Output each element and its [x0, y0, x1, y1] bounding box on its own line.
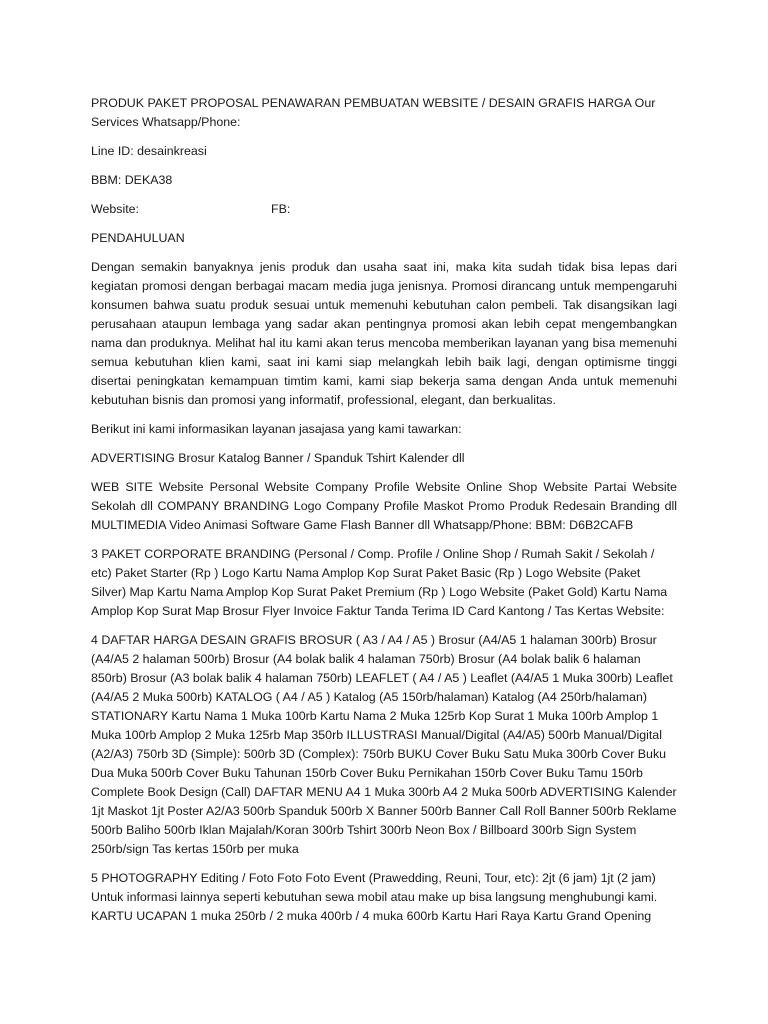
website-fb-row — [91, 200, 677, 219]
photography-paragraph: 5 PHOTOGRAPHY Editing / Foto Foto Foto Event (Prawedding, Reuni, Tour, etc): 2jt (6 jam) 1jt (2 jam) Untuk informasi lainnya seperti kebutuhan sewa mobil atau make up bisa langsung menghubungi kami. KARTU UCAPAN 1 muka 250rb / 2 muka 400rb / 4 muka 600rb Kartu Hari Raya Kartu Grand Opening — [91, 871, 658, 923]
bbm-text: BBM: DEKA38 — [91, 173, 173, 187]
daftar-harga-paragraph: 4 DAFTAR HARGA DESAIN GRAFIS BROSUR ( A3 / A4 / A5 ) Brosur (A4/A5 1 halaman 300rb) Brosur (A4/A5 2 halaman 500rb) Brosur (A4 bolak balik 4 halaman 750rb) Brosur (A4 bolak balik 6 halaman 850rb) Brosur (A3 bolak balik 4 halaman 750rb) LEAFLET ( A4 / A5 ) Leaflet (A4/A5 1 Muka 300rb) Leaflet (A4/A5 2 Muka 500rb) KATALOG ( A4 / A5 ) Katalog (A5 150rb/halaman) Katalog (A4 250rb/halaman) STATIONARY Kartu Nama 1 Muka 100rb Kartu Nama 2 Muka 125rb Kop Surat 1 Muka 100rb Amplop 1 Muka 100rb Amplop 2 Muka 125rb Map 350rb ILLUSTRASI Manual/Digital (A4/A5) 500rb Manual/Digital (A2/A3) 750rb 3D (Simple): 500rb 3D (Complex): 750rb BUKU Cover Buku Satu Muka 300rb Cover Buku Dua Muka 500rb Cover Buku Tahunan 150rb Cover Buku Pernikahan 150rb Cover Buku Tamu 150rb Complete Book Design (Call) DAFTAR MENU A4 1 Muka 300rb A4 2 Muka 500rb ADVERTISING Kalender 1jt Maskot 1jt Poster A2/A3 500rb Spanduk 500rb X Banner 500rb Banner Call Roll Banner 500rb Reklame 500rb Baliho 500rb Iklan Majalah/Koran 300rb Tshirt 300rb Neon Box / Billboard 300rb Sign System 250rb/sign Tas kertas 150rb per muka — [91, 633, 677, 856]
document-page — [91, 94, 677, 936]
document-title: PRODUK PAKET PROPOSAL PENAWARAN PEMBUATAN WEBSITE / DESAIN GRAFIS HARGA Our Services Whatsapp/Phone: — [91, 96, 656, 129]
website-label: Website: — [91, 202, 139, 216]
paket-corporate-paragraph: 3 PAKET CORPORATE BRANDING (Personal / Comp. Profile / Online Shop / Rumah Sakit / Sekolah / etc) Paket Starter (Rp ) Logo Kartu Nama Amplop Kop Surat Paket Basic (Rp ) Logo Website (Paket Silver) Map Kartu Nama Amplop Kop Surat Paket Premium (Rp ) Logo Website (Paket Gold) Kartu Nama Amplop Kop Surat Map Brosur Flyer Invoice Faktur Tanda Terima ID Card Kantong / Tas Kertas Website: — [91, 547, 668, 618]
fb-label: FB: — [271, 202, 291, 216]
intro-paragraph: Dengan semakin banyaknya jenis produk dan usaha saat ini, maka kita sudah tidak bisa lepas dari kegiatan promosi dengan berbagai macam media juga jenisnya. Promosi dirancang untuk mempengaruhi konsumen bahwa suatu produk sesuai untuk memenuhi kebutuhan calon pembeli. Tak disangsikan lagi perusahaan ataupun lembaga yang sadar akan pentingnya promosi akan lebih cepat mengembangkan nama dan produknya. Melihat hal itu kami akan terus mencoba memberikan layanan yang bisa memenuhi semua kebutuhan klien kami, saat ini kami siap melangkah lebih baik lagi, dengan optimisme tinggi disertai peningkatan kemampuan timtim kami, kami siap bekerja sama dengan Anda untuk memenuhi kebutuhan bisnis dan promosi yang informatif, professional, elegant, dan berkualitas. — [91, 260, 677, 407]
services-intro-paragraph: Berikut ini kami informasikan layanan jasajasa yang kami tawarkan: — [91, 422, 462, 436]
website-services-paragraph: WEB SITE Website Personal Website Company Profile Website Online Shop Website Partai Website Sekolah dll COMPANY BRANDING Logo Company Profile Maskot Promo Produk Redesain Branding dll MULTIMEDIA Video Animasi Software Game Flash Banner dll Whatsapp/Phone: BBM: D6B2CAFB — [91, 480, 677, 532]
line-id-text: Line ID: desainkreasi — [91, 144, 207, 158]
pendahuluan-heading: PENDAHULUAN — [91, 231, 185, 245]
advertising-paragraph: ADVERTISING Brosur Katalog Banner / Spanduk Tshirt Kalender dll — [91, 451, 465, 465]
